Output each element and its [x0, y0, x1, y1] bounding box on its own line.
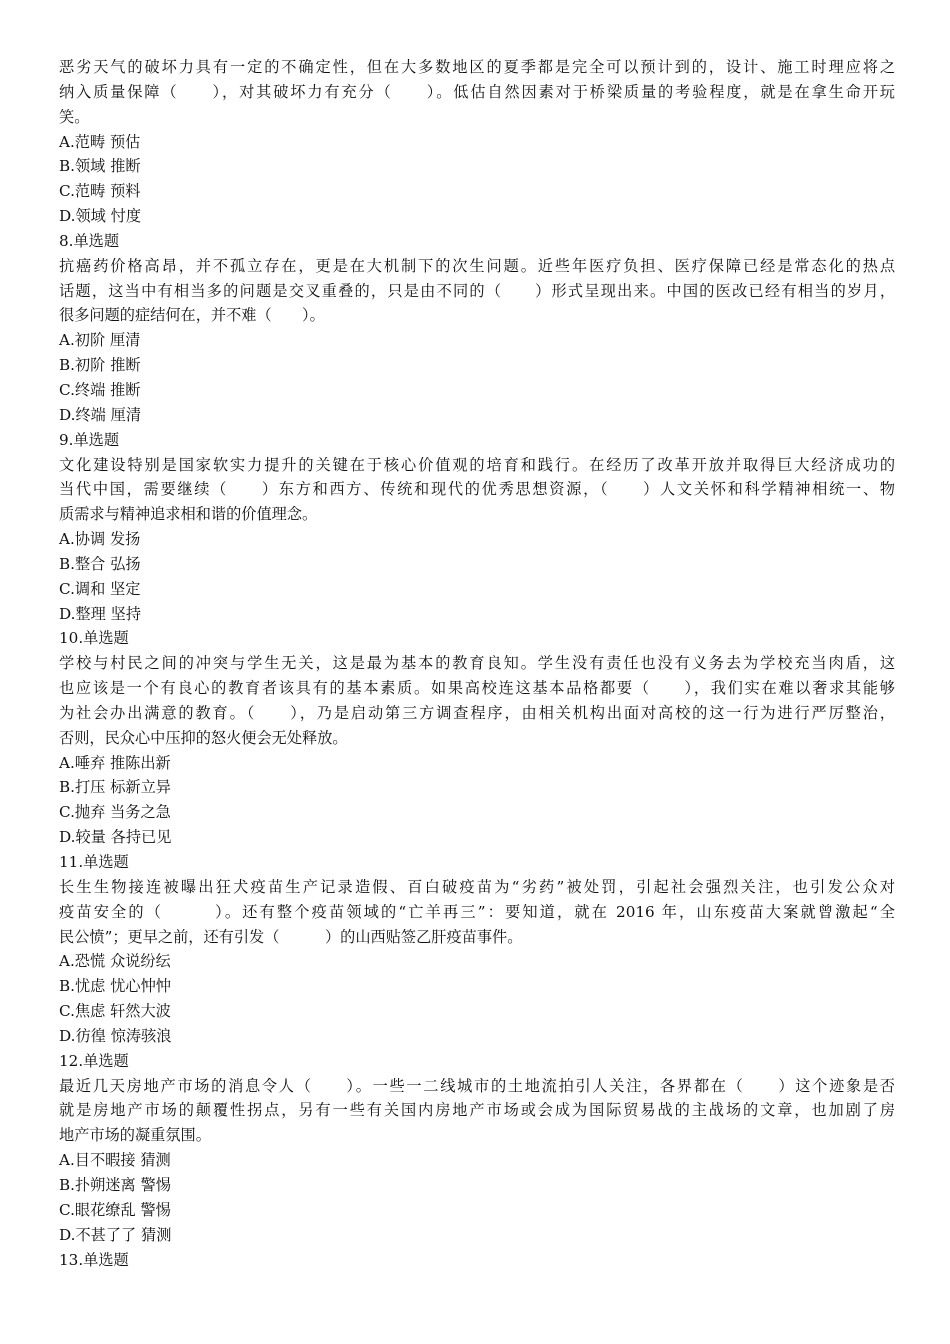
answer-option: B.忧虑 忧心忡忡 — [59, 977, 171, 996]
answer-option: C.调和 坚定 — [59, 579, 141, 598]
question-stem-line: 纳入质量保障（ ），对其破坏力有充分（ ）。低估自然因素对于桥梁质量的考验程度，就是在拿生命开玩 — [59, 82, 895, 101]
question-stem-line: 恶劣天气的破坏力具有一定的不确定性，但在大多数地区的夏季都是完全可以预计到的，设计、施工时理应将之 — [59, 58, 895, 76]
question-stem-line: 文化建设特别是国家软实力提升的关键在于核心价值观的培育和践行。在经历了改革开放并取得巨大经济成功的 — [59, 455, 895, 474]
question-stem-line: 最近几天房地产市场的消息令人（ ）。一些一二线城市的土地流拍引人关注，各界都在（ ）这个迹象是否 — [59, 1076, 895, 1095]
answer-option: C.眼花缭乱 警惕 — [59, 1200, 171, 1219]
answer-option: C.范畴 预料 — [59, 182, 141, 201]
question-stem-line: 抗癌药价格高昂，并不孤立存在，更是在大机制下的次生问题。近些年医疗负担、医疗保障已经是常态化的热点 — [59, 256, 895, 275]
answer-option: A.初阶 厘清 — [59, 331, 141, 350]
question-header: 10.单选题 — [59, 629, 129, 648]
question-stem-line: 也应该是一个有良心的教育者该具有的基本素质。如果高校连这基本品格都要（ ），我们实在难以奢求其能够 — [59, 679, 895, 698]
question-stem-line: 民公愤”；更早之前，还有引发（ ）的山西贴签乙肝疫苗事件。 — [59, 927, 523, 946]
answer-option: C.终端 推断 — [59, 380, 141, 399]
question-header: 9.单选题 — [59, 430, 120, 449]
answer-option: B.扑朔迷离 警惕 — [59, 1175, 171, 1194]
answer-option: C.焦虑 轩然大波 — [59, 1002, 171, 1021]
question-stem-line: 疫苗安全的（ ）。还有整个疫苗领域的“亡羊再三”：要知道，就在 2016 年，山东疫苗大案就曾激起“全 — [59, 902, 895, 921]
question-stem-line: 否则，民众心中压抑的怒火便会无处释放。 — [59, 728, 348, 747]
question-header: 11.单选题 — [59, 853, 129, 871]
answer-option: D.彷徨 惊涛骇浪 — [59, 1026, 172, 1045]
answer-option: A.协调 发扬 — [59, 530, 141, 549]
question-stem-line: 为社会办出满意的教育。（ ），乃是启动第三方调查程序，由相关机构出面对高校的这一行为进行严厉整治， — [59, 703, 895, 722]
answer-option: B.初阶 推断 — [59, 356, 141, 375]
question-header: 8.单选题 — [59, 231, 120, 250]
question-stem-line: 长生生物接连被曝出狂犬疫苗生产记录造假、百白破疫苗为“劣药”被处罚，引起社会强烈关注，也引发公众对 — [59, 877, 895, 896]
answer-option: D.不甚了了 猜测 — [59, 1225, 172, 1244]
question-stem-line: 质需求与精神追求相和谐的价值理念。 — [59, 505, 318, 524]
question-stem-line: 就是房地产市场的颠覆性拐点，另有一些有关国内房地产市场或会成为国际贸易战的主战场的文章，也加剧了房 — [59, 1101, 895, 1120]
answer-option: B.整合 弘扬 — [59, 554, 141, 573]
answer-option: A.范畴 预估 — [59, 132, 141, 151]
answer-option: B.领域 推断 — [59, 157, 141, 176]
question-stem-line: 笑。 — [59, 107, 90, 126]
question-header: 13.单选题 — [59, 1250, 129, 1269]
answer-option: D.较量 各持已见 — [59, 828, 172, 847]
answer-option: C.抛弃 当务之急 — [59, 803, 171, 822]
answer-option: A.唾弃 推陈出新 — [59, 753, 171, 772]
question-header: 12.单选题 — [59, 1051, 129, 1070]
answer-option: A.恐慌 众说纷纭 — [59, 952, 171, 971]
answer-option: D.终端 厘清 — [59, 405, 142, 424]
document-page — [59, 55, 895, 1272]
answer-option: B.打压 标新立异 — [59, 778, 171, 797]
question-stem-line: 学校与村民之间的冲突与学生无关，这是最为基本的教育良知。学生没有责任也没有义务去为学校充当肉盾，这 — [59, 654, 895, 673]
question-stem-line: 地产市场的凝重氛围。 — [59, 1126, 211, 1145]
answer-option: A.目不暇接 猜测 — [59, 1151, 171, 1170]
question-stem-line: 很多问题的症结何在，并不难（ ）。 — [59, 306, 325, 325]
question-stem-line: 当代中国，需要继续（ ）东方和西方、传统和现代的优秀思想资源，（ ）人文关怀和科学精神相统一、物 — [59, 480, 895, 499]
question-stem-line: 话题，这当中有相当多的问题是交叉重叠的，只是由不同的（ ）形式呈现出来。中国的医改已经有相当的岁月， — [59, 281, 895, 300]
answer-option: D.整理 坚持 — [59, 604, 142, 623]
answer-option: D.领域 忖度 — [59, 207, 142, 226]
